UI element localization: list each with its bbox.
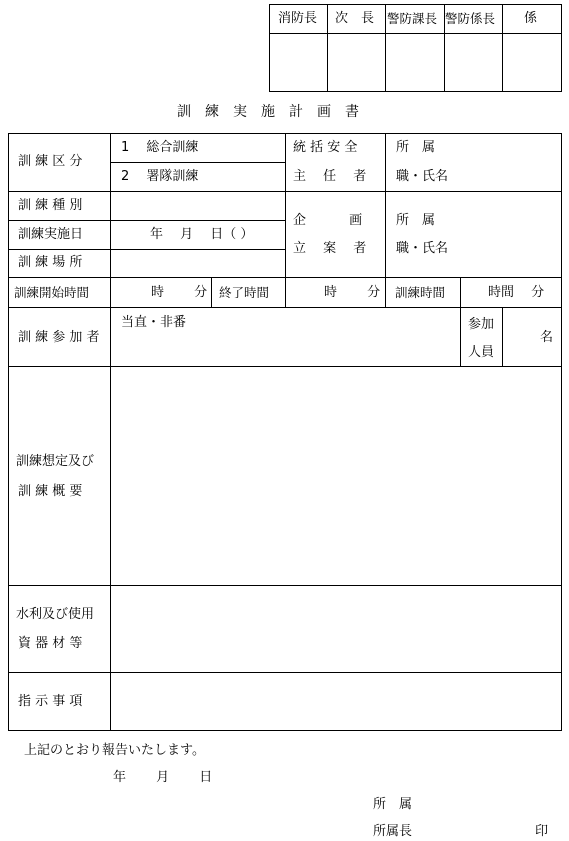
scenario-field[interactable] (111, 367, 561, 585)
equipment-label-1: 水利及び使用 (16, 607, 95, 622)
training-type-field[interactable] (111, 192, 285, 220)
approval-header-staff: 係 (524, 11, 538, 26)
approval-header-section-chief: 警防課長 (387, 11, 438, 26)
seal-mark: 印 (535, 824, 549, 839)
duration-label: 訓練時間 (395, 285, 446, 300)
training-date-label: 訓練実施日 (18, 227, 84, 242)
planner-affiliation-label: 所 属 (396, 213, 436, 228)
safety-officer-affiliation-label: 所 属 (396, 140, 436, 155)
participants-label: 訓 練 参 加 者 (18, 330, 100, 345)
footer-head-label: 所属長 (373, 824, 413, 839)
end-time-value[interactable]: 時 分 (324, 285, 381, 300)
training-location-field[interactable] (111, 250, 285, 277)
participants-value[interactable]: 当直・非番 (121, 315, 187, 330)
training-category-option-1: 1 総合訓練 (121, 140, 199, 155)
safety-officer-name-label: 職・氏名 (396, 169, 449, 184)
training-date-field[interactable]: 年 月 日（ ） (150, 227, 254, 242)
training-location-label: 訓 練 場 所 (18, 255, 83, 270)
training-type-label: 訓 練 種 別 (18, 198, 83, 213)
instructions-label: 指 示 事 項 (18, 694, 83, 709)
start-time-label: 訓練開始時間 (14, 285, 90, 300)
approval-header-deputy-chief: 次 長 (335, 11, 375, 26)
safety-officer-label-1: 統 括 安 全 (293, 140, 358, 155)
training-category-label: 訓 練 区 分 (18, 154, 83, 169)
participant-count-label-1: 参加 (468, 317, 495, 332)
scenario-label-2: 訓 練 概 要 (18, 484, 83, 499)
training-category-option-2: 2 署隊訓練 (121, 169, 199, 184)
instructions-field[interactable] (111, 673, 561, 730)
document-title: 訓 練 実 施 計 画 書 (177, 104, 359, 120)
participant-count-label-2: 人員 (468, 345, 495, 360)
equipment-label-2: 資 器 材 等 (18, 636, 83, 651)
safety-officer-label-2: 主 任 者 (293, 169, 367, 184)
end-time-label: 終了時間 (219, 285, 270, 300)
planner-name-label: 職・氏名 (396, 241, 449, 256)
approval-header-unit-chief: 警防係長 (445, 11, 496, 26)
duration-value[interactable]: 時間 分 (488, 285, 545, 300)
start-time-value[interactable]: 時 分 (151, 285, 208, 300)
planner-label-2: 立 案 者 (293, 241, 367, 256)
footer-affiliation-label: 所 属 (373, 797, 413, 812)
scenario-label-1: 訓練想定及び (16, 454, 95, 469)
approval-header-fire-chief: 消防長 (278, 11, 318, 26)
planner-label-1: 企 画 (293, 213, 363, 228)
report-statement: 上記のとおり報告いたします。 (24, 743, 205, 758)
participant-count-unit: 名 (540, 330, 554, 345)
equipment-field[interactable] (111, 586, 561, 672)
report-date[interactable]: 年 月 日 (113, 770, 213, 785)
